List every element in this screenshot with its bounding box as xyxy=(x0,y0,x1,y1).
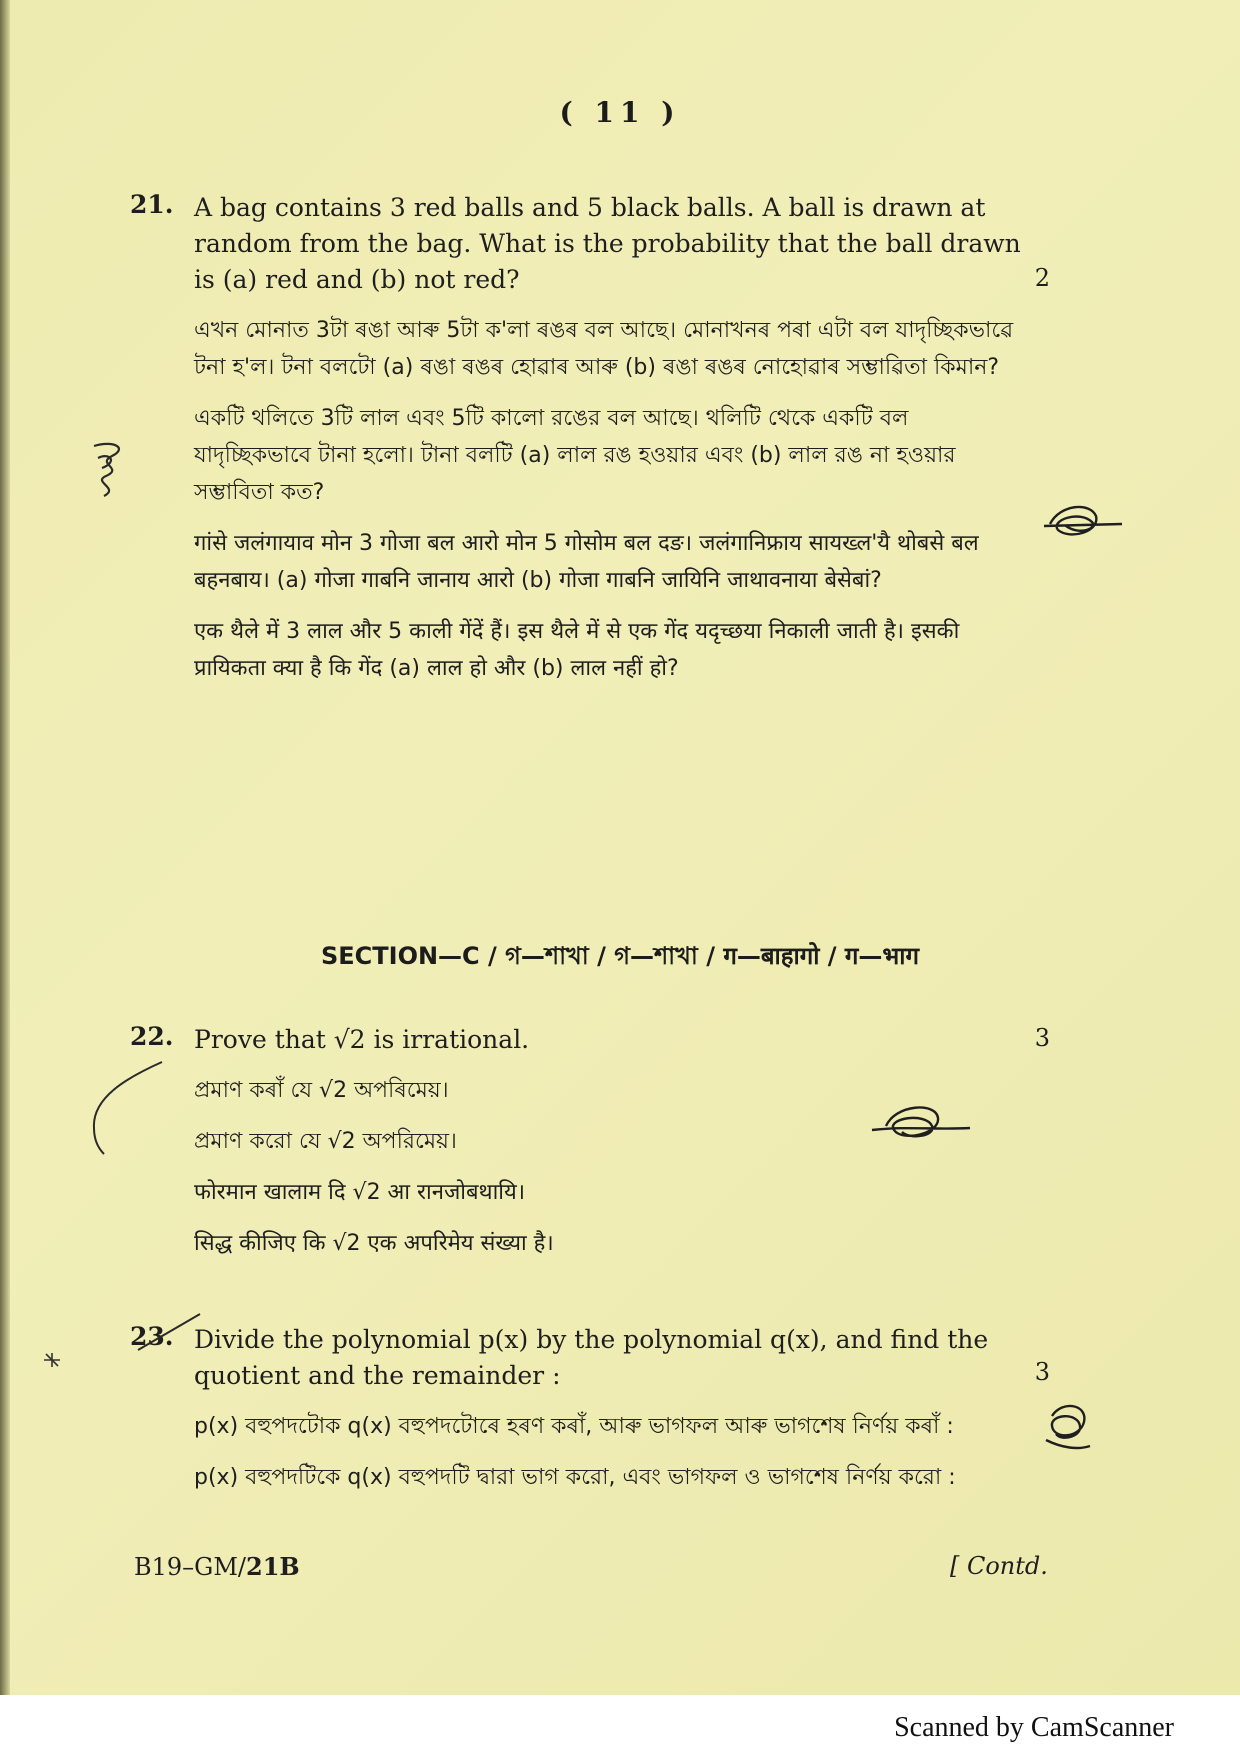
translation-bengali: p(x) বহুপদটিকে q(x) বহুপদটি দ্বারা ভাগ করো, এবং ভাগফল ও ভাগশেষ নির্ণয় করো : xyxy=(194,1465,956,1490)
paper-code xyxy=(134,1552,300,1581)
section-heading: SECTION—C / গ—শাখা / গ—শাখা / ग—बाहागो / ग—भाग xyxy=(320,942,920,970)
page-number: ( 11 ) xyxy=(559,96,681,129)
translation-bengali: একটি থলিতে 3টি লাল এবং 5টি কালো রঙের বল আছে। থলিটি থেকে একটি বল যাদৃচ্ছিকভাবে টানা হলো। টানা বলটি (a) লাল রঙ হওয়ার এবং (b) লাল রঙ না হওয়ার সম্ভাবিতা কত? xyxy=(194,406,956,505)
translation-hindi: एक थैले में 3 लाल और 5 काली गेंदें हैं। इस थैले में से एक गेंद यदृच्छया निकाली जाती है। इसकी प्रायिकता क्या है कि गेंद (a) लाल हो और (b) लाल नहीं हो? xyxy=(194,619,960,681)
contd-label: [ Contd. xyxy=(950,1552,1048,1580)
question-english: Prove that √2 is irrational. xyxy=(194,1025,530,1054)
pen-scribble-icon xyxy=(84,438,140,500)
question-english: Divide the polynomial p(x) by the polynomial q(x), and find the quotient and the remainder : xyxy=(194,1325,989,1390)
translation-assamese: প্ৰমাণ কৰাঁ যে √2 অপৰিমেয়। xyxy=(194,1078,449,1103)
paper-code-prefix: B19–GM/ xyxy=(134,1553,247,1581)
pen-scribble-icon xyxy=(1038,1396,1098,1454)
pen-scribble-icon xyxy=(866,1096,976,1152)
paper-code-bold: 21B xyxy=(246,1552,300,1581)
pen-stroke-icon xyxy=(134,1310,204,1358)
translation-assamese: p(x) বহুপদটোক q(x) বহুপদটোৰে হৰণ কৰাঁ, আৰু ভাগফল আৰু ভাগশেষ নিৰ্ণয় কৰাঁ : xyxy=(194,1414,954,1439)
pen-scribble-icon xyxy=(1040,496,1130,548)
question-21 xyxy=(130,190,1030,687)
translation-bodo: फोरमान खालाम दि √2 आ रानजोबथायि। xyxy=(194,1180,526,1205)
scanner-watermark: Scanned by CamScanner xyxy=(894,1712,1174,1743)
question-number: 23. xyxy=(130,1322,174,1351)
marks-q23: 3 xyxy=(1034,1358,1050,1386)
question-english: A bag contains 3 red balls and 5 black balls. A ball is drawn at random from the bag. What is the probability that the ball drawn is (a) red and (b) not red? xyxy=(194,193,1021,294)
question-number: 21. xyxy=(130,190,174,219)
pen-stroke-icon xyxy=(86,1058,166,1158)
ink-speck-icon xyxy=(40,1350,64,1370)
translation-assamese: এখন মোনাত 3টা ৰঙা আৰু 5টা ক'লা ৰঙৰ বল আছে। মোনাখনৰ পৰা এটা বল যাদৃচ্ছিকভাৱে টনা হ'ল। টনা বলটো (a) ৰঙা ৰঙৰ হোৱাৰ আৰু (b) ৰঙা ৰঙৰ নোহোৱাৰ সম্ভাৱিতা কিমান? xyxy=(194,318,1014,380)
question-number: 22. xyxy=(130,1022,174,1051)
marks-q21: 2 xyxy=(1034,264,1050,292)
question-23 xyxy=(130,1322,1030,1496)
marks-q22: 3 xyxy=(1034,1024,1050,1052)
translation-hindi: सिद्ध कीजिए कि √2 एक अपरिमेय संख्या है। xyxy=(194,1231,554,1256)
translation-bodo: गांसे जलंगायाव मोन 3 गोजा बल आरो मोन 5 गोसोम बल दङ। जलंगानिफ्राय सायख्ल'यै थोबसे बल बहनबाय। (a) गोजा गाबनि जानाय आरो (b) गोजा गाबनि जायिनि जाथावनाया बेसेबां? xyxy=(194,531,979,593)
translation-bengali: প্রমাণ করো যে √2 অপরিমেয়। xyxy=(194,1129,457,1154)
page-edge-shadow xyxy=(0,0,10,1695)
